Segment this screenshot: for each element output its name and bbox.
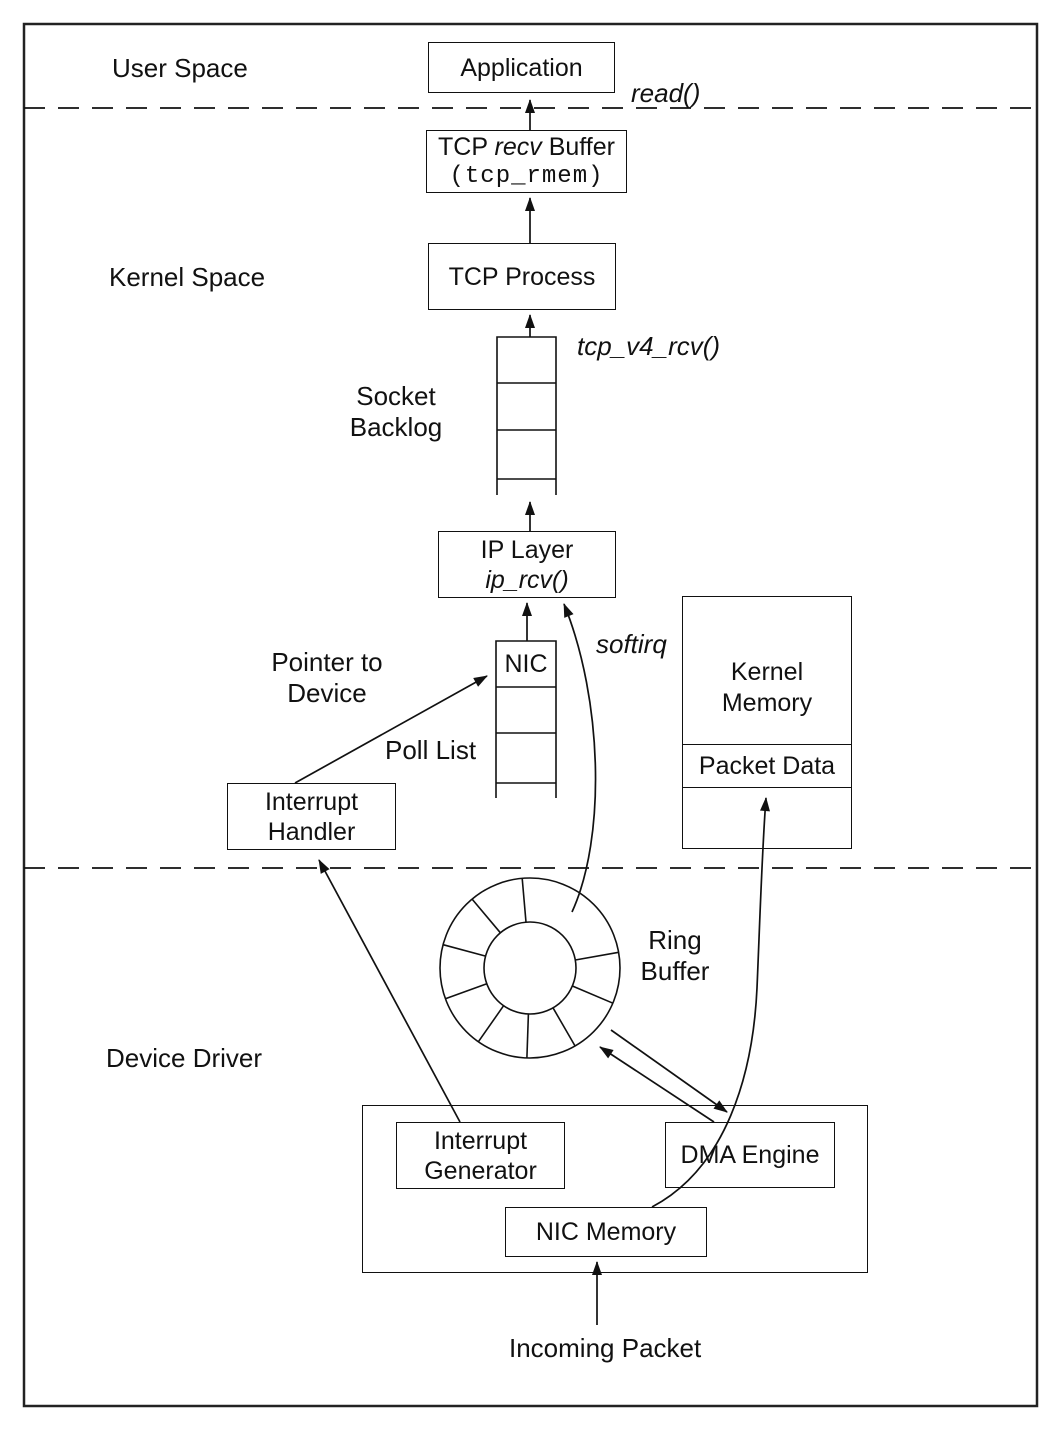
section-label-user-space: User Space — [112, 53, 248, 83]
application-label: Application — [460, 53, 583, 82]
tcp-rmem-label: (tcp_rmem) — [449, 162, 604, 190]
nic-cell-label: NIC — [504, 649, 548, 678]
arrow-ring-to-dma — [611, 1030, 727, 1112]
packet-data-label: Packet Data — [698, 751, 836, 780]
application-box — [428, 42, 615, 93]
ip-layer-box — [438, 531, 616, 598]
tcp-recv-buffer-box — [426, 130, 627, 193]
nic-memory-label: NIC Memory — [535, 1218, 677, 1246]
tcp-recv-buffer-label: TCP recv Buffer — [438, 132, 615, 161]
kernel-memory-box — [682, 596, 852, 849]
arrow-softirq-ring-to-iplayer — [564, 604, 596, 912]
interrupt-handler-box: Interrupt Handler — [227, 783, 396, 850]
ip-layer-label: IP Layer — [480, 535, 574, 564]
softirq-annotation: softirq — [596, 629, 667, 659]
section-label-kernel-space: Kernel Space — [109, 262, 266, 292]
packet-data-band — [682, 744, 852, 788]
dma-engine-label: DMA Engine — [680, 1141, 820, 1169]
pointer-to-device-label: Pointer to Device — [271, 647, 383, 708]
socket-backlog-stack — [497, 337, 556, 495]
kernel-memory-label: Kernel Memory — [721, 658, 813, 717]
ring-buffer-label: Ring Buffer — [640, 925, 710, 986]
ip-rcv-label: ip_rcv() — [485, 565, 569, 594]
interrupt-generator-box: Interrupt Generator — [396, 1122, 565, 1189]
incoming-packet-label: Incoming Packet — [509, 1333, 702, 1363]
socket-backlog-label: Socket Backlog — [349, 381, 443, 442]
dma-engine-box — [665, 1122, 835, 1188]
tcp-process-box — [428, 243, 616, 310]
arrow-generator-to-handler — [319, 860, 460, 1122]
tcp-process-label: TCP Process — [448, 262, 596, 291]
nic-memory-box — [505, 1207, 707, 1257]
ring-buffer — [440, 878, 620, 1058]
read-annotation: read() — [631, 78, 701, 108]
section-label-device-driver: Device Driver — [106, 1043, 263, 1073]
poll-list-label: Poll List — [385, 735, 477, 765]
tcp-v4-rcv-annotation: tcp_v4_rcv() — [577, 331, 721, 361]
